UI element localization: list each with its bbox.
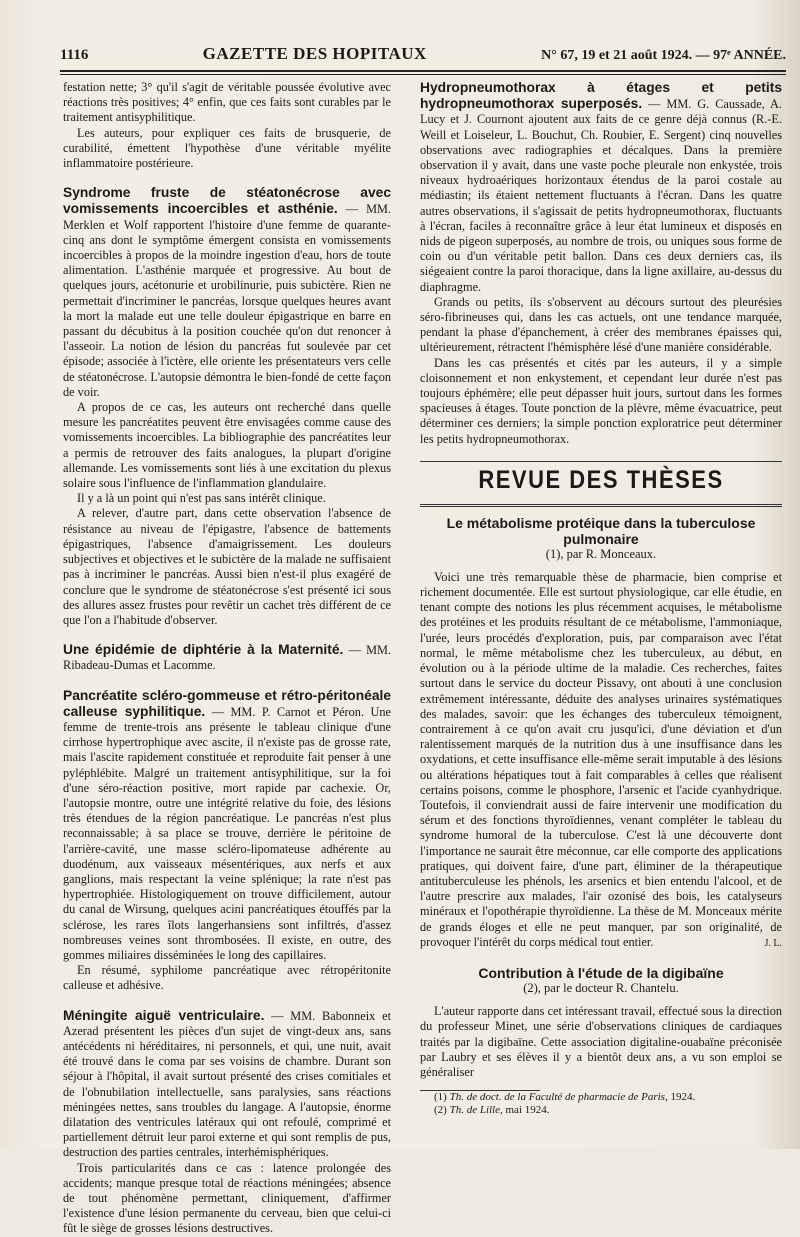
paragraph: En résumé, syphilome pancréatique avec rétropéritonite calleuse et adhésive.: [63, 963, 391, 993]
article-authors: — MM. P. Carnot et Péron.: [205, 704, 365, 719]
paragraph: Les auteurs, pour expliquer ces faits de brusquerie, de curabilité, émettent l'hypothèse d'une véritable myélite inflammatoire postérieure.: [63, 125, 391, 171]
article-authors: — MM. Babonneix et Azerad: [63, 1008, 391, 1038]
signature: J. L.: [764, 937, 782, 949]
thesis-title: Le métabolisme protéique dans la tuberculose pulmonaire: [446, 514, 756, 547]
footnote-date: mai 1924.: [502, 1104, 550, 1117]
article-title: Méningite aiguë ventriculaire.: [63, 1007, 265, 1023]
footnote-text: Th. de Lille,: [449, 1104, 503, 1117]
continued-paragraph: festation nette; 3° qu'il s'agit de véritable poussée évolutive avec réactions très positives; 4° enfin, que ces faits sont curables par le traitement antisyphilitique.: [63, 80, 391, 125]
article-title: Hydropneumothorax à étages et petits hydropneumothorax superposés.: [420, 80, 782, 112]
footnote-number: (1): [434, 1091, 447, 1104]
paragraph: A propos de ce cas, les auteurs ont recherché dans quelle mesure les pancréatites peuvent être envisagées comme cause des vomissements incoercibles. La bibliographie des pancréatites leur a permis de retrouver des faits analogues, la plupart d'origine allemande. Les vomissements sont liés à une excitation du plexus solaire sous l'influence de l'inflammation glandulaire.: [63, 400, 391, 491]
running-header: [60, 44, 786, 70]
footnote-number: (2): [434, 1104, 447, 1117]
thesis-title: Contribution à l'étude de la digibaïne: [478, 965, 724, 982]
paragraph: Il y a là un point qui n'est pas sans intérêt clinique.: [77, 491, 326, 506]
page-number: 1116: [60, 47, 89, 63]
paragraph: Grands ou petits, ils s'observent au décours surtout des pleurésies séro-fibrineuses qui, dans les cas actuels, ont une tendance marquée, pendant la phase d'épanchement, à créer des membranes épaisses qui, ultérieurement, rétractent l'hémisphère lésé d'une manière considérable.: [420, 294, 782, 355]
article-title: Une épidémie de diphtérie à la Maternité.: [63, 642, 344, 658]
article-pancreatite: [63, 688, 391, 964]
article-body: rapportent l'histoire d'une femme de quarante-cinq ans dont le symptôme émergent consista en vomissements incoercibles à propos de la moindre ingestion d'eau, hors de toute alimentation. L'asthénie marquée et progressive. Au bout de quelques jours, acétonurie et urobilinurie, puis subictère. Rien ne permettait d'incriminer le pancréas, lorsque quelques heures avant la mort la malade eut une telle douleur épigastrique en barre en passant du décubitus à la position couchée qu'on dut renoncer à l'asseoir. La notion de lésion du pancréas fut soulevée par cet épisode; associée à l'ictère, elle oriente les présentateurs vers celle de stéatonécrose. L'autopsie démontra le bien-fondé de cette façon de voir.: [63, 217, 391, 399]
thesis-subtitle: (2), par le docteur R. Chantelu.: [523, 981, 679, 996]
footnote-year: 1924.: [667, 1091, 696, 1104]
right-column: [420, 80, 782, 1117]
paragraph: L'auteur rapporte dans cet intéressant travail, effectué sous la direction du professeur Minet, une série d'observations cliniques de cardiaques traités par la digibaïne. Cette association digitaline-ouabaïne préconisée par Laubry et ses élèves il y a bientôt deux ans, a vu son emploi se généraliser: [420, 1004, 782, 1079]
article-steatonecrose: [63, 185, 391, 400]
footnote-2: [420, 1104, 782, 1117]
article-diphterie: [63, 642, 391, 673]
footnote-text: Th. de doct. de la Faculté de pharmacie de Paris,: [449, 1091, 668, 1104]
section-title: REVUE DES THÈSES: [478, 464, 724, 494]
journal-title: GAZETTE DES HOPITAUX: [202, 44, 427, 63]
article-title: Pancréatite scléro-gommeuse et rétro-péritonéale calleuse syphilitique.: [63, 687, 391, 719]
issue-info: N° 67, 19 et 21 août 1924. — 97ᵉ ANNÉE.: [541, 48, 786, 63]
paragraph: A relever, d'autre part, dans cette observation l'absence de résistance au niveau de l'épigastre, l'absence de battements épigastriques, l'absence d'amaigrissement. Les douleurs subjectives et objectives et le subictère de la malade ne suffisaient pas à incriminer le pancréas. Aussi bien n'est-il plus exagéré de conclure que le syndrome de stéatonécrose s'est présenté ici sous des allures assez frustes pour revêtir un cachet très différent de ce que l'on a l'habitude d'observer.: [63, 506, 391, 627]
article-meningite: [63, 1008, 391, 1161]
article-body: ajoutent aux faits de ce genre déjà connus (R.-E. Weill et Loiseleur, L. Bouchut, Ch. Roubier, E. Sergent) cinq nouvelles observations avec radiographies et décalques. Dans la première observation il y avait, dans une vaste poche pleurale non enkystée, trois niveaux hydroaériques horizontaux étendus de la paroi costale au médiastin; ils étaient nettement fluctuants à l'écran. Dans les quatre autres observations, il s'agissait de petits hydropneumothorax, fluctuants à l'écran, faciles à reconnaître grâce à leur état lumineux et disposés en nids de pigeon superposés, au nombre de trois, ou uniques sous forme de coin ou d'un véritable petit ballon. Dans ces deux derniers cas, ils siégeaient contre la paroi thoracique, dans la ligne axillaire, au-dessus du diaphragme.: [420, 112, 782, 294]
footnote-1: [420, 1091, 782, 1104]
article-authors: — MM. Merklen et Wolf: [63, 202, 392, 232]
thesis-subtitle: (1), par R. Monceaux.: [545, 546, 657, 561]
paragraph: Dans les cas présentés et cités par les auteurs, il y a simple cloisonnement et non enkystement, et cependant leur durée n'est pas toujours éphémère; elle peut dépasser huit jours, surtout dans les formes spacieuses à étages. Toute ponction de la plèvre, même évacuatrice, peut déterminer ces derniers; la simple ponction exploratrice peut déterminer les petits hydropneumothorax.: [420, 355, 782, 446]
article-authors: — MM. G. Caussade, A. Lucy et J. Cournont: [420, 97, 782, 127]
article-body: présentent les pièces d'un sujet de vingt-deux ans, sans antécédents ni héréditaires, ni personnels, et qui, une nuit, avait été trouvé dans le coma par ses voisins de chambre. Durant son séjour à l'hôpital, il avait surtout présenté des crises comitiales et de l'obnubilation intellectuelle, sans paralysies, sans réactions méningées nettes, sans troubles du langage. A l'autopsie, énorme dilatation des ventricules latéraux qui ont refoulé, comprimé et partiellement détruit leur paroi externe et qui sont remplis de pus, destruction des parties centrales, interhémisphériques.: [63, 1023, 391, 1160]
article-hydropneumothorax: [420, 80, 782, 295]
left-column: [63, 80, 391, 1237]
article-title: Syndrome fruste de stéatonécrose avec vomissements incoercibles et asthénie.: [63, 185, 391, 217]
article-body: Une femme de trente-trois ans présente le tableau clinique d'une cirrhose hypertrophique avec ascite, il n'existe pas de grosse rate, mais l'ascite rapidement constituée et reproduite fait penser à une pyléphlébite. Malgré un traitement antisyphilitique, sur la foi d'une séro-réaction positive, mort rapide par cachexie. Or, l'autopsie montre, outre une intégrité relative du foie, des lésions très étendues de la région pancréatique. Le pancréas n'est plus reconnaissable; à sa place se trouve, derrière le péritoine de l'arrière-cavité, une masse scléro-lipomateuse adhérente au duodénum, aux vaisseaux mésentériques, aux nerfs et aux ganglions, mais respectant la veine splénique; la rate n'est pas hypertrophiée. Histologiquement on trouve difficilement, autour du canal de Wirsung, quelques acini pancréatiques étouffés par la sclérose, les rares îlots langerhansiens sont infiltrés, d'assez nombreuses veines sont thrombosées. Il existe, en outre, des gommes miliaires disséminées le long des capillaires.: [63, 704, 391, 962]
paragraph: Voici une très remarquable thèse de pharmacie, bien comprise et richement documentée. Elle est surtout physiologique, car elle étudie, en tenant compte des notions les plus récemment acquises, le métabolisme des protéines et les produits résultant de ce métabolisme, l'ammoniaque, l'urée, leurs procédés d'exploration, puis, par comparaison avec l'état normal, le même métabolisme chez les tuberculeux, au début, en évolution ou à la période ultime de la maladie. Ces recherches, faites surtout dans le service du docteur Pissavy, ont abouti à une conclusion extrêmement intéressante, déduite des analyses urinaires systématiques des malades, savoir: que les échanges des tuberculeux témoignent, contrairement à ce qu'on avait cru jusqu'ici, d'une déviation et d'un ralentissement marqués de la nutrition dus à une insuffisance dans les oxydations, et cette insuffisance elle-même serait imputable à des lésions ou altérations hépatiques tout à fait comparables à celles que réalisent certains poisons, comme le phosphore, l'arsenic et l'acide cyanhydrique. Toutefois, il conviendrait aussi de faire intervenir une modification du sérum et des fonctions thyroïdiennes, venant compléter le tableau du syndrome humoral de la tuberculose. C'est là une découverte dont l'importance ne saurait être méconnue, car elle comporte des applications pratiques, qui doivent faire, d'une part, éliminer de la thérapeutique antituberculeuse les phénols, les arsenics et bien entendu l'alcool, et de l'autre prescrire aux malades, l'air ozonisé des bois, les catalyseurs minéraux et l'opothérapie thyroïdienne. La thèse de M. Monceaux mérite de grands éloges et elle ne peut manquer, par son originalité, de provoquer l'intérêt du corps médical tout entier.: [420, 569, 782, 949]
paragraph: Trois particularités dans ce cas : latence prolongée des accidents; manque presque total de réactions méningées; absence de tout phénomène permettant, cliniquement, d'affirmer l'existence d'une lésion permanente du cerveau, bien que celui-ci fût le siège de grosses lésions destructives.: [63, 1160, 391, 1236]
header-rule: [60, 70, 786, 75]
section-header: [420, 461, 782, 507]
article-authors: — MM. Ribadeau-Dumas et Lacomme.: [63, 643, 392, 673]
